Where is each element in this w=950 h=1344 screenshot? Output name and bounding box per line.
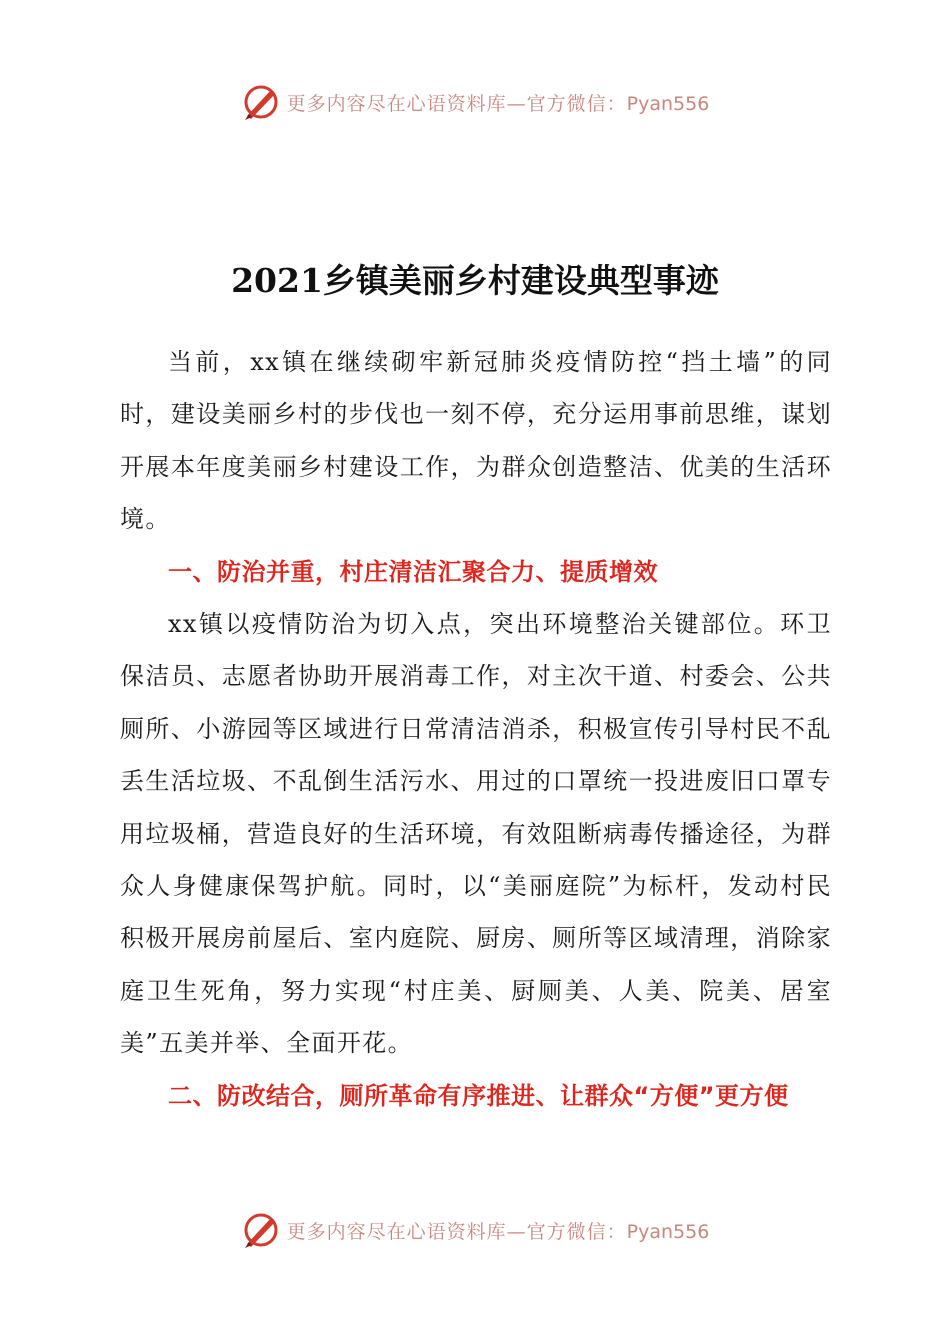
footer-watermark <box>0 1208 950 1252</box>
section-heading-1: 一、防治并重，村庄清洁汇聚合力、提质增效 <box>168 557 658 586</box>
pen-in-circle-icon <box>241 1210 281 1250</box>
header-wechat-id: Pyan556 <box>626 92 710 115</box>
section-heading-2: 二、防改结合，厕所革命有序推进、让群众“方便”更方便 <box>168 1081 789 1110</box>
document-body <box>120 336 832 1122</box>
intro-paragraph: 当前，xx镇在继续砌牢新冠肺炎疫情防控“挡土墙”的同时，建设美丽乡村的步伐也一刻不停，充分运用事前思维，谋划开展本年度美丽乡村建设工作，为群众创造整洁、优美的生活环境。 <box>120 348 832 534</box>
document-title: 2021乡镇美丽乡村建设典型事迹 <box>231 261 719 300</box>
header-watermark <box>0 80 950 124</box>
footer-watermark-text: 更多内容尽在心语资料库—官方微信：Pyan556 <box>286 1220 710 1243</box>
header-watermark-text: 更多内容尽在心语资料库—官方微信：Pyan556 <box>286 92 710 115</box>
footer-wechat-id: Pyan556 <box>626 1220 710 1243</box>
pen-in-circle-icon <box>241 82 281 122</box>
section-1-paragraph: xx镇以疫情防治为切入点，突出环境整治关键部位。环卫保洁员、志愿者协助开展消毒工作，对主次干道、村委会、公共厕所、小游园等区域进行日常清洁消杀，积极宣传引导村民不乱丢生活垃圾、不乱倒生活污水、用过的口罩统一投进废旧口罩专用垃圾桶，营造良好的生活环境，有效阻断病毒传播途径，为群众人身健康保驾护航。同时，以“美丽庭院”为标杆，发动村民积极开展房前屋后、室内庭院、厨房、厕所等区域清理，消除家庭卫生死角，努力实现“村庄美、厨厕美、人美、院美、居室美”五美并举、全面开花。 <box>120 610 832 1058</box>
